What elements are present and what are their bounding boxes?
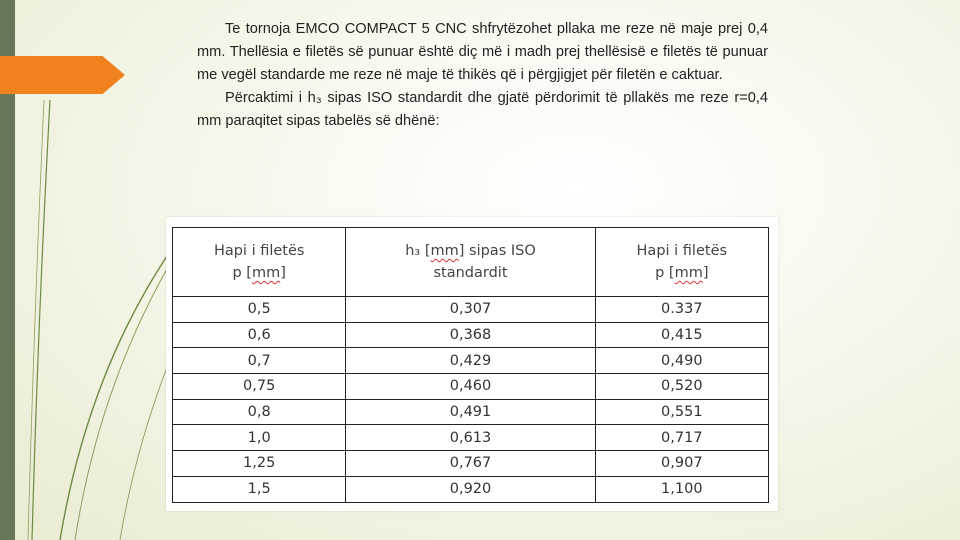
table-cell: 0,415: [595, 322, 768, 348]
table-cell: 0,551: [595, 399, 768, 425]
table-row: [173, 476, 769, 502]
table-row: [173, 322, 769, 348]
table-row: [173, 425, 769, 451]
header-h3-unit: mm: [430, 243, 459, 259]
table-cell: 0,307: [346, 297, 595, 323]
table-cell: 1,0: [173, 425, 346, 451]
table-cell: 0,491: [346, 399, 595, 425]
table-cell: 0,429: [346, 348, 595, 374]
header-pitch: [173, 228, 346, 297]
table-cell: 0,613: [346, 425, 595, 451]
table-cell: 0,6: [173, 322, 346, 348]
table-cell: 1,5: [173, 476, 346, 502]
table-row: [173, 297, 769, 323]
thread-depth-table: [172, 227, 769, 503]
table-cell: 0,368: [346, 322, 595, 348]
header-h3-suffix: ] sipas ISO: [458, 243, 536, 259]
table-row: [173, 374, 769, 400]
table-row: [173, 348, 769, 374]
table-cell: 0,907: [595, 451, 768, 477]
header-h3-iso: [346, 228, 595, 297]
table-row: [173, 451, 769, 477]
table-row: [173, 399, 769, 425]
table-cell: 0,520: [595, 374, 768, 400]
header-pitch-unit: mm: [251, 265, 281, 281]
table-cell: 0,8: [173, 399, 346, 425]
paragraph-2: Përcaktimi i h₃ sipas ISO standardit dhe gjatë përdorimit të pllakës me reze r=0,4 mm paraqitet sipas tabelës së dhënë:: [197, 90, 768, 129]
table-cell: 0.337: [595, 297, 768, 323]
table-cell: 0,920: [346, 476, 595, 502]
header-pitch2-line1: Hapi i filetës: [636, 243, 728, 259]
table-cell: 0,767: [346, 451, 595, 477]
orange-arrow-tab: [0, 56, 125, 94]
table-cell: 0,75: [173, 374, 346, 400]
table-cell: 0,7: [173, 348, 346, 374]
table-header-row: [173, 228, 769, 297]
header-pitch-2: [595, 228, 768, 297]
table-image: [166, 217, 778, 511]
table-cell: 0,717: [595, 425, 768, 451]
header-h3-line2: standardit: [433, 265, 508, 281]
table-cell: 0,5: [173, 297, 346, 323]
body-text: [197, 18, 768, 133]
header-h3-prefix: h₃ [: [405, 243, 431, 259]
header-pitch2-prefix: p [: [655, 265, 675, 281]
header-pitch-prefix: p [: [232, 265, 252, 281]
header-pitch-suffix: ]: [280, 265, 286, 281]
header-pitch-line1: Hapi i filetës: [213, 243, 305, 259]
paragraph-1: Te tornoja EMCO COMPACT 5 CNC shfrytëzohet pllaka me reze në maje prej 0,4 mm. Thellësia e filetës së punuar është diç më i madh prej thellësisë e filetës të punuar me vegël standarde me reze në maje të thikës që i përgjigjet për filetën e caktuar.: [197, 21, 768, 83]
table-cell: 0,460: [346, 374, 595, 400]
table-cell: 0,490: [595, 348, 768, 374]
table-cell: 1,100: [595, 476, 768, 502]
header-pitch2-unit: mm: [674, 265, 703, 281]
table-cell: 1,25: [173, 451, 346, 477]
header-pitch2-suffix: ]: [702, 265, 709, 281]
